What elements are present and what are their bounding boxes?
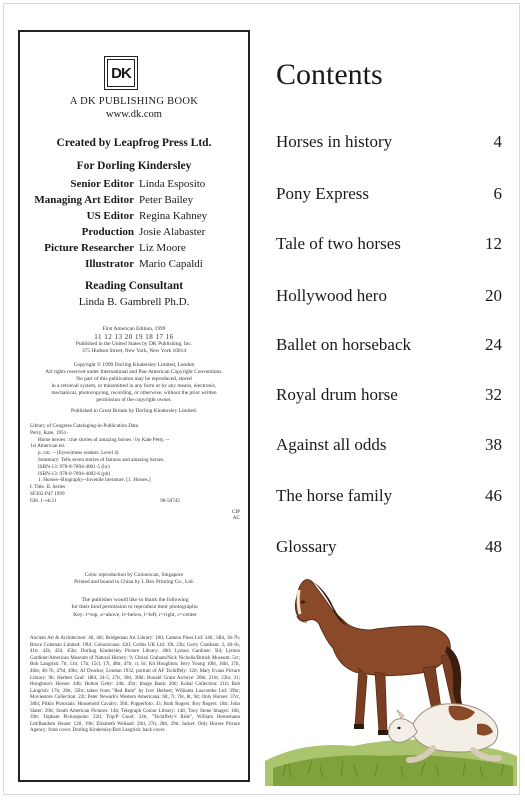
cip-line [30, 509, 240, 516]
cip-line [30, 450, 240, 457]
cip-text: ISBN-13: 978-0-7894-4001-5 (hc) [38, 463, 110, 470]
credit-role: Illustrator [85, 258, 134, 270]
cip-text: 1. Horses--Biography--Juvenile literature. [1. Horses.] [38, 477, 151, 484]
toc-item[interactable] [276, 435, 502, 455]
cip-text: ISBN-13: 978-0-7894-4002-6 (pb) [38, 470, 111, 477]
created-by: Created by Leapfrog Press Ltd. [56, 137, 212, 149]
credits-list [26, 176, 246, 272]
publisher-name: A DK PUBLISHING BOOK [69, 96, 199, 107]
toc-item[interactable] [276, 286, 502, 306]
cip-line [30, 477, 240, 484]
credit-name: Regina Kahney [139, 210, 208, 222]
printing-line: Color reproduction by Colourscan, Singapore [84, 572, 184, 578]
picture-credits: Ancient Art & Architecture: 4tl, 4bl; Bridgeman Art Library: 10tl; Camera Press Ltd: 34tl, 34bl, 36-7b; Bruce Coleman Limited: 19bl; Colourscans: 42tl; Corbis UK Ltd: 19t, 23b; Gerry Cranham: 2, 40-1b, 41tr, 42b, 45tl, 45br; Dorling Kindersley Picture Library: 40tl; Lynton Gardiner: 5bl; Lynton Gardiner/American Museum of Natural History: 9; Christi Graham/Nick Nicholls/British Museum: 5cr; Bob Langrish: 7tr, 11tr, 17tr, 15cl, 17t, 48tr, 47tr, cr, br; Kit Houghton; Jerry Young 10bl, 16bl, 17tr, 46br, 46-7b, 47bl, 49br; AJ Drucker, London 1932, portrait of AF Tschiffely: 12tl; Mary Evans Picture Library: 9b; Herbert Graf: 18bl, 24-5, 27tr, 30tl, 30bl; Ronald Grant Archive: 20bl, 21br, 23br, 31; Houghton's Horses: 44b; Hulton Getty: 24tr, 45tr; Image Bank: 20tl; Kobal Collection: 21tl; Bob Langrish: 17tr, 28tr, 35br; taken from "Red Rum" by Ivor Herbert; Williams Luscombe Ltd: 39br; Moviestore Collection: 22t; Peter Newark's Western Americana: 6tl, 7r, 7br, 8t, 9d; Only Horses: 37cr, 38bl; Pitkin Pictorials: Household Cavalry: 36tl; Popperfoto: 43; Ruth Rogers; Roy Rogers: 18tr; John Slater: 39tr; South American Pictures: 14b; Telegraph Colour Library: 14tl; Tony Stone Images: 18tl, 39tr; Topham Picturepoint: 22tl; Trip/P Good: 33tr, "Tschiffely's Ride", William Heinemann Ltd/Random House: 12tl, 19tr; Elisabeth Weiland: 26tl, 27tr, 28tl, 29tr. Jacket: Only Horses Picture Agency: front cover. Dorling Kindersley/Bob Langrish: back cover. [30, 636, 240, 734]
toc-item-title[interactable]: Royal drum horse [276, 385, 398, 404]
thanks-block [30, 597, 240, 619]
toc-item-page: 12 [485, 234, 502, 253]
credit-row [26, 256, 246, 272]
publisher-url: www.dk.com [106, 109, 162, 120]
credit-name: Liz Moore [139, 242, 186, 254]
credit-name: Linda Esposito [139, 178, 206, 190]
copyright-line: mechanical, photocopying, recording, or otherwise, without the prior written [51, 390, 217, 396]
cip-text: Perry, Kate, 1951- [30, 429, 68, 436]
print-numbers: 11 12 13 20 19 18 17 16 [94, 333, 174, 341]
toc-item-page: 6 [493, 184, 502, 203]
credit-role: Picture Researcher [44, 242, 134, 254]
cip-text: Horse heroes : true stories of amazing horses / by Kate Petty. -- [38, 436, 170, 443]
toc-item[interactable] [276, 234, 502, 254]
cip-line [30, 457, 240, 464]
cip-line [30, 430, 240, 437]
copyright-line: in a retrieval system, or transmitted in any form or by any means, electronic, [51, 383, 217, 389]
toc-item-title[interactable]: Ballet on horseback [276, 335, 412, 354]
toc-item-page: 20 [485, 286, 502, 305]
toc-item-title[interactable]: Tale of two horses [276, 234, 401, 253]
cip-line [30, 498, 240, 505]
printing-block [26, 572, 242, 586]
copyright-block [26, 362, 242, 415]
copyright-line: Copyright © 1999 Dorling Kindersley Limited, London [73, 362, 195, 368]
credit-row [26, 208, 246, 224]
credit-role: US Editor [86, 210, 134, 222]
cip-line [30, 464, 240, 471]
credit-name: Mario Capaldi [139, 258, 203, 270]
credit-row [26, 192, 246, 208]
toc-item-title[interactable]: Against all odds [276, 435, 387, 454]
copyright-line: No part of this publication may be reproduced, stored [76, 376, 192, 382]
mare-and-foal-illustration [263, 556, 518, 786]
credit-name: Josie Alabaster [139, 226, 206, 238]
cip-line [30, 471, 240, 478]
edition-line: First American Edition, 1999 [102, 326, 166, 332]
cip-text: Library of Congress Cataloging-in-Publication Data [30, 423, 139, 429]
toc-item-title[interactable]: Pony Express [276, 184, 370, 203]
cip-line [30, 491, 240, 498]
credit-role: Senior Editor [70, 178, 134, 190]
edition-line: Published in the United States by DK Publishing, Inc. [75, 341, 193, 347]
toc-item[interactable] [276, 184, 502, 204]
credit-row [26, 176, 246, 192]
toc-item-page: 24 [485, 335, 502, 354]
contents-title: Contents [276, 58, 383, 91]
copyright-line: All rights reserved under International and Pan-American Copyright Conventions. [45, 369, 223, 375]
thanks-line: Key: t=top, a=above, b=below, l=left, r=right, c=center [73, 611, 197, 618]
edition-line: 375 Hudson Street, New York, New York 10014 [81, 348, 187, 354]
thanks-line: for their kind permission to reproduce their photographs: [71, 604, 199, 611]
cip-text: I. Title. II. Series [30, 484, 66, 491]
credit-role: Production [81, 226, 134, 238]
cip-data [30, 423, 240, 522]
credit-name: Peter Bailey [139, 194, 194, 206]
cip-right: AC [232, 515, 240, 522]
toc-item-page: 32 [485, 385, 502, 404]
copyright-line: Published in Great Britain by Dorling Kindersley Limited. [70, 408, 198, 414]
toc-item[interactable] [276, 335, 502, 355]
cip-text: Summary: Tells seven stories of famous and amazing horses. [38, 456, 165, 463]
toc-item-title[interactable]: Hollywood hero [276, 286, 387, 305]
toc-item[interactable] [276, 132, 502, 152]
cip-right: CIP [231, 508, 240, 515]
toc-item[interactable] [276, 486, 502, 506]
for-line: For Dorling Kindersley [76, 160, 192, 172]
toc-item[interactable] [276, 537, 502, 557]
cip-right: 98-50745 [160, 497, 180, 504]
toc-item-title[interactable]: The horse family [276, 486, 393, 505]
cip-text: SF302.P47 1999 [30, 490, 65, 497]
cip-text: 1st American ed. [30, 443, 66, 450]
copyright-line: permission of the copyright owner. [96, 397, 172, 403]
cip-text: 636. 1--dc21 [30, 497, 57, 504]
toc-item-page: 4 [493, 132, 502, 151]
cip-line [30, 437, 240, 444]
printing-line: Printed and bound in China by L Rex Printing Co., Ltd. [74, 579, 194, 585]
toc-item-title[interactable]: Glossary [276, 537, 337, 556]
cip-line [30, 423, 240, 430]
credit-row [26, 224, 246, 240]
reading-consultant-title: Reading Consultant [84, 280, 184, 292]
cip-text: p. cm. -- (Eyewitness readers. Level 4) [38, 450, 119, 457]
toc-item-title[interactable]: Horses in history [276, 132, 393, 151]
cip-line [30, 515, 240, 522]
edition-block [26, 326, 242, 355]
toc-item[interactable] [276, 385, 502, 405]
credit-role: Managing Art Editor [34, 194, 134, 206]
credit-row [26, 240, 246, 256]
toc-item-page: 38 [485, 435, 502, 454]
toc-item-page: 48 [485, 537, 502, 556]
dk-logo-text: DK [107, 59, 135, 87]
cip-line [30, 484, 240, 491]
thanks-line: The publisher would like to thank the following [81, 597, 189, 603]
dk-logo [104, 56, 138, 90]
toc-item-page: 46 [485, 486, 502, 505]
reading-consultant-name: Linda B. Gambrell Ph.D. [78, 296, 190, 308]
